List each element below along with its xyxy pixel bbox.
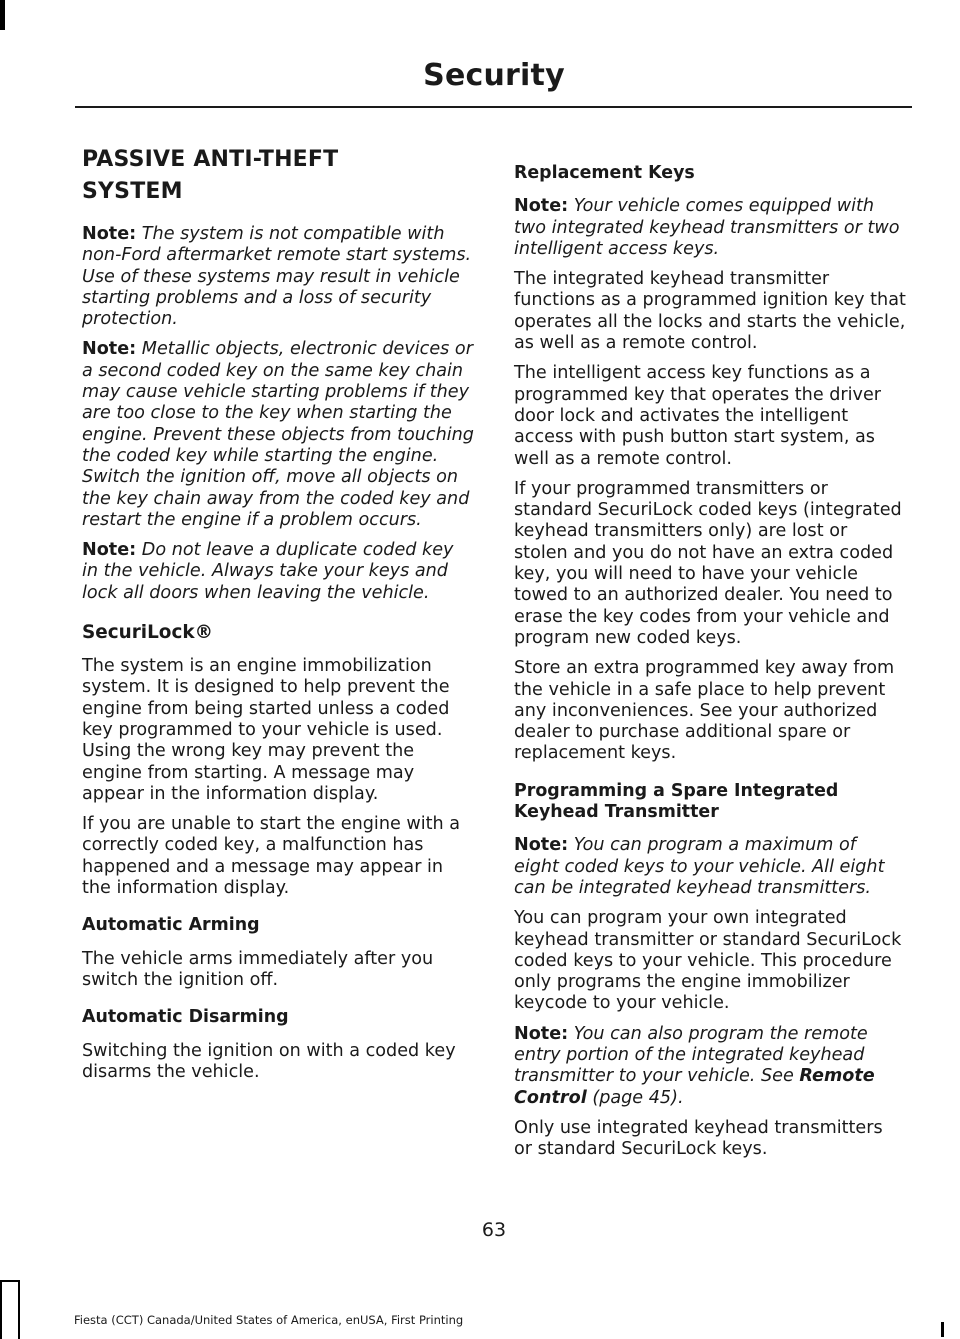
automatic-disarming-paragraph: Switching the ignition on with a coded key disarms the vehicle. <box>82 1040 456 1082</box>
automatic-disarming-heading: Automatic Disarming <box>82 1007 289 1028</box>
note-metallic-objects <box>82 339 474 531</box>
note-label: Note: <box>82 224 137 244</box>
note-page-ref: (page 45). <box>586 1087 684 1108</box>
crop-mark-bottom-left <box>0 1280 20 1339</box>
note-text: You can also program the remote entry portion of the integrated keyhead transmitter to your vehicle. See <box>514 1023 868 1087</box>
securilock-paragraph-2: If you are unable to start the engine with a correctly coded key, a malfunction has happened and a message may appear in the information display. <box>82 814 461 899</box>
note-text: Do not leave a duplicate coded key in the vehicle. Always take your keys and lock all doors when leaving the vehicle. <box>82 540 454 603</box>
note-compatibility <box>82 224 474 330</box>
remote-control-link[interactable]: Remote Control <box>514 1066 875 1108</box>
note-text: Your vehicle comes equipped with two integrated keyhead transmitters or two intelligent access keys. <box>514 196 900 259</box>
header-divider <box>75 106 912 108</box>
note-duplicate-key <box>82 540 474 604</box>
note-text: Metallic objects, electronic devices or a second coded key on the same key chain may cause vehicle starting problems if they are too close to the key when starting the engine. Prevent these objects from touching the coded key while starting the engine. Switch the ignition off, move all objects on the key chain away from the coded key and restart the engine if a problem occurs. <box>82 339 474 530</box>
replacement-paragraph-1: The integrated keyhead transmitter functions as a programmed ignition key that operates all the locks and starts the vehicle, as well as a remote control. <box>514 269 906 354</box>
note-label: Note: <box>82 339 137 360</box>
section-heading-line1: PASSIVE ANTI-THEFT <box>82 147 339 172</box>
note-text: The system is not compatible with non-Ford aftermarket remote start systems. Use of these systems may result in vehicle starting problems and a loss of security protection. <box>82 224 472 330</box>
right-column <box>514 147 906 1169</box>
note-label: Note: <box>514 196 569 217</box>
programming-heading: Programming a Spare Integrated Keyhead Transmitter <box>514 780 839 823</box>
section-heading <box>82 144 474 208</box>
page-number: 63 <box>481 1219 507 1241</box>
programming-paragraph-1: You can program your own integrated keyhead transmitter or standard SecuriLock coded keys to your vehicle. This procedure only programs the engine immobilizer keycode to your vehicle. <box>514 908 902 1014</box>
programming-paragraph-2: Only use integrated keyhead transmitters or standard SecuriLock keys. <box>514 1117 883 1160</box>
automatic-arming-heading: Automatic Arming <box>82 915 260 936</box>
securilock-paragraph-1: The system is an engine immobilization system. It is designed to help prevent the engine from being started unless a coded key programmed to your vehicle is used. Using the wrong key may prevent the engine from starting. A message may appear in the information display. <box>82 656 450 804</box>
footer-edition: Fiesta (CCT) Canada/United States of America, enUSA, First Printing <box>74 1313 464 1327</box>
note-label: Note: <box>514 835 569 856</box>
page-section-title: Security <box>423 58 565 93</box>
section-heading-line2: SYSTEM <box>82 179 183 204</box>
note-label: Note: <box>514 1023 569 1044</box>
note-text: You can program a maximum of eight coded keys to your vehicle. All eight can be integrated keyhead transmitters. <box>514 835 885 898</box>
securilock-heading: SecuriLock® <box>82 622 213 644</box>
note-maximum-keys <box>514 835 906 899</box>
crop-mark-top-left <box>0 0 5 30</box>
note-label: Note: <box>82 540 137 561</box>
crop-mark-bottom-right <box>941 1322 944 1337</box>
replacement-paragraph-4: Store an extra programmed key away from the vehicle in a safe place to help prevent any inconveniences. See your authorized dealer to purchase additional spare or replacement keys. <box>514 658 895 764</box>
replacement-keys-heading: Replacement Keys <box>514 163 695 183</box>
automatic-arming-paragraph: The vehicle arms immediately after you switch the ignition off. <box>82 948 434 990</box>
replacement-paragraph-2: The intelligent access key functions as a programmed key that operates the driver door lock and activates the intelligent access with push button start system, as well as a remote control. <box>514 363 882 469</box>
note-remote-entry <box>514 1024 906 1109</box>
note-equipped-keys <box>514 196 906 260</box>
left-column <box>82 144 474 1092</box>
replacement-paragraph-3: If your programmed transmitters or standard SecuriLock coded keys (integrated keyhead transmitters only) are lost or stolen and you do not have an extra coded key, you will need to have your vehicle towed to an authorized dealer. You need to erase the key codes from your vehicle and program new coded keys. <box>514 478 902 648</box>
